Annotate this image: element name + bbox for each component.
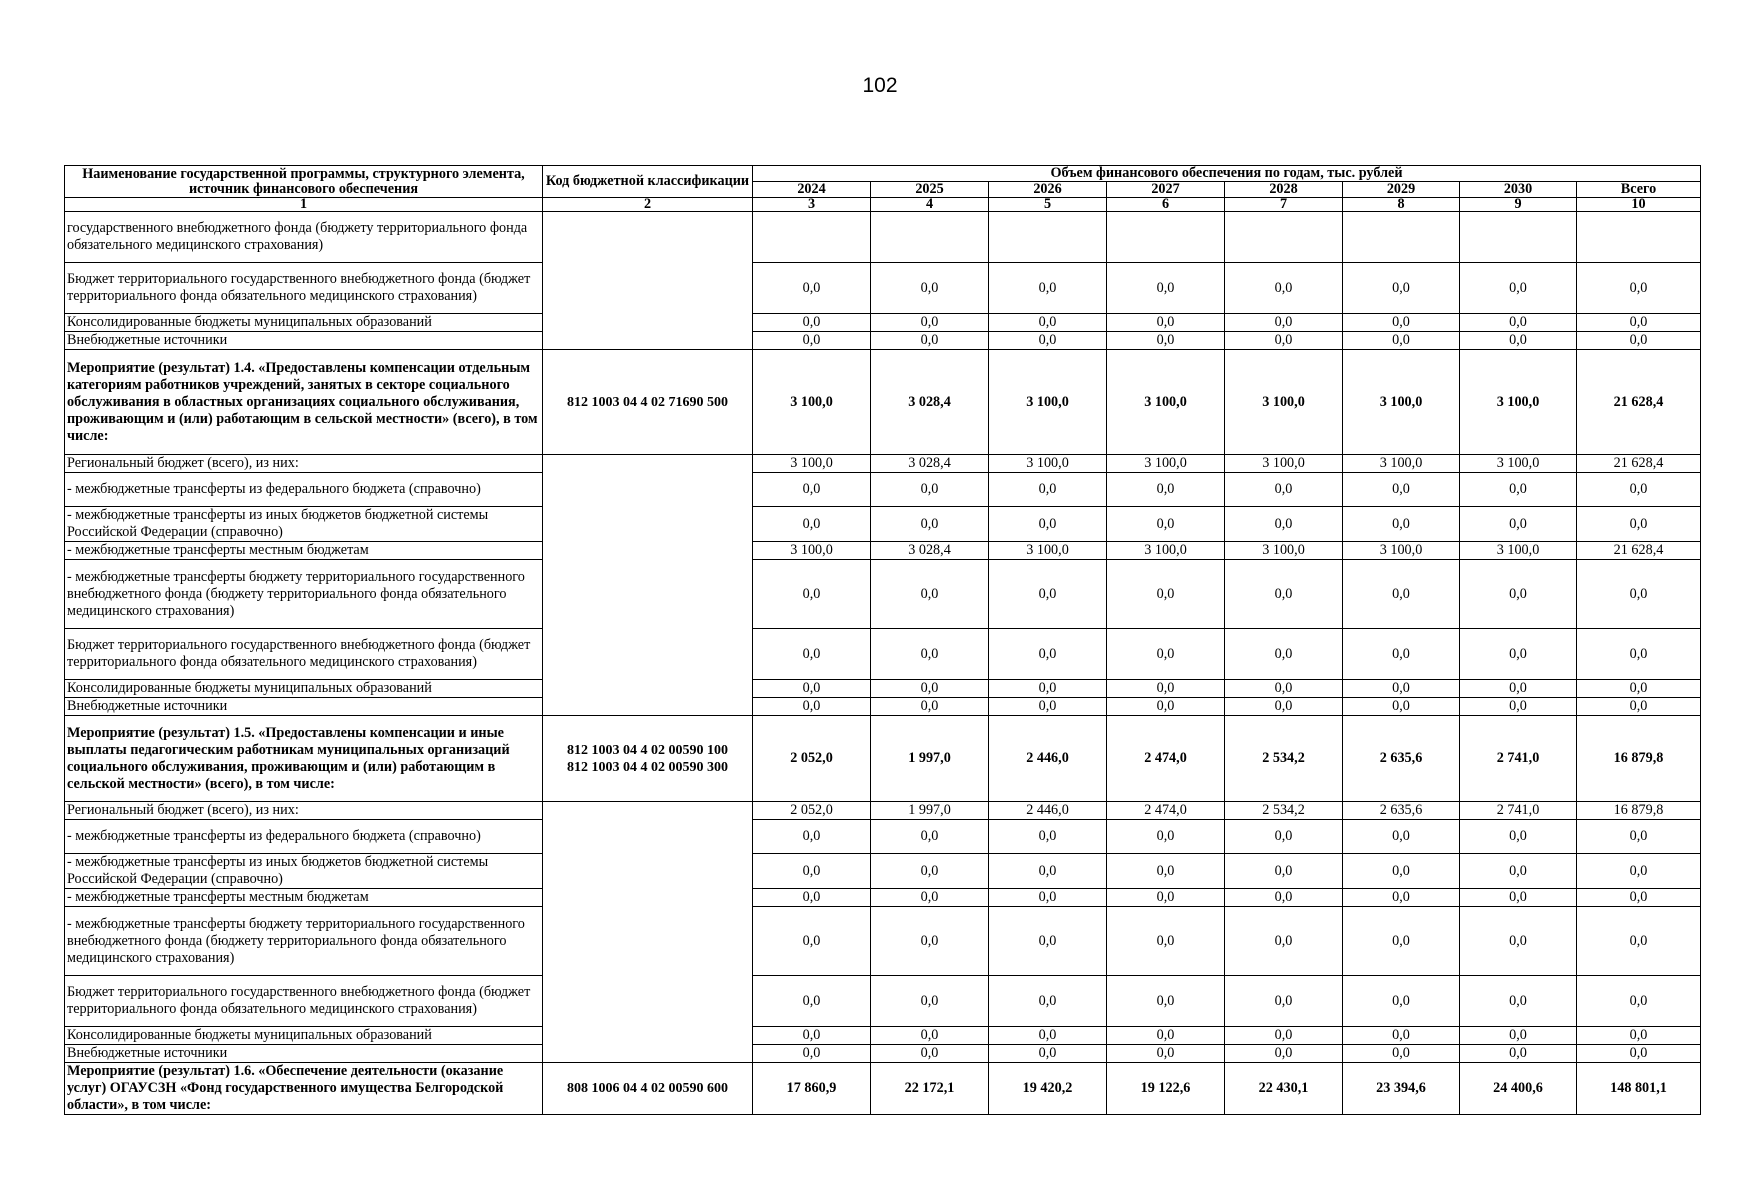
year-value-cell: 0,0 [1225,629,1343,680]
year-value-cell: 0,0 [1343,907,1460,976]
row-name-cell: - межбюджетные трансферты местным бюджетам [65,889,543,907]
year-value-cell: 0,0 [1107,820,1225,854]
table-row [65,212,1701,263]
table-row [65,507,1701,542]
year-value-cell: 0,0 [1225,698,1343,716]
year-value-cell: 0,0 [1460,473,1577,507]
year-value-cell: 0,0 [989,629,1107,680]
row-name-cell: Мероприятие (результат) 1.5. «Предоставлены компенсации и иные выплаты педагогическим работникам муниципальных организаций социального обслуживания, проживающим и (или) работающим в сельской местности» (всего), в том числе: [65,716,543,802]
table-row [65,542,1701,560]
year-value-cell: 0,0 [871,332,989,350]
table-row [65,976,1701,1027]
year-value-cell: 0,0 [1107,314,1225,332]
year-value-cell: 0,0 [1460,332,1577,350]
header-year: 2027 [1107,182,1225,198]
total-value-cell: 0,0 [1577,698,1701,716]
total-value-cell: 0,0 [1577,1027,1701,1045]
column-index: 4 [871,198,989,212]
year-value-cell: 0,0 [1343,889,1460,907]
year-value-cell: 0,0 [1225,507,1343,542]
table-row [65,314,1701,332]
column-index: 8 [1343,198,1460,212]
header-year: 2028 [1225,182,1343,198]
column-index: 6 [1107,198,1225,212]
year-value-cell: 0,0 [1343,680,1460,698]
year-value-cell: 1 997,0 [871,716,989,802]
year-value-cell: 3 100,0 [1225,455,1343,473]
year-value-cell: 0,0 [1107,560,1225,629]
row-name-cell: Внебюджетные источники [65,332,543,350]
year-value-cell: 0,0 [1460,698,1577,716]
total-value-cell: 21 628,4 [1577,350,1701,455]
year-value-cell [1460,212,1577,263]
year-value-cell: 0,0 [1225,889,1343,907]
year-value-cell: 0,0 [1460,820,1577,854]
year-value-cell: 0,0 [989,1027,1107,1045]
table-row [65,629,1701,680]
table-row [65,560,1701,629]
year-value-cell: 0,0 [1460,263,1577,314]
year-value-cell: 0,0 [1343,820,1460,854]
year-value-cell: 0,0 [989,976,1107,1027]
year-value-cell: 0,0 [1107,473,1225,507]
year-value-cell: 0,0 [753,507,871,542]
year-value-cell: 2 474,0 [1107,716,1225,802]
year-value-cell: 0,0 [989,263,1107,314]
row-name-cell: Внебюджетные источники [65,1045,543,1063]
table-row [65,802,1701,820]
table-row [65,332,1701,350]
row-name-cell: - межбюджетные трансферты из федерального бюджета (справочно) [65,473,543,507]
year-value-cell: 0,0 [989,314,1107,332]
year-value-cell: 0,0 [753,263,871,314]
year-value-cell: 0,0 [1343,314,1460,332]
year-value-cell: 0,0 [871,560,989,629]
year-value-cell: 0,0 [871,820,989,854]
table-row [65,680,1701,698]
column-index: 3 [753,198,871,212]
year-value-cell: 0,0 [989,698,1107,716]
year-value-cell: 0,0 [753,629,871,680]
table-row [65,698,1701,716]
year-value-cell: 3 100,0 [1460,455,1577,473]
year-value-cell: 0,0 [989,473,1107,507]
year-value-cell: 0,0 [871,629,989,680]
year-value-cell: 0,0 [871,473,989,507]
year-value-cell: 0,0 [753,1027,871,1045]
page-number: 102 [862,74,898,97]
year-value-cell: 0,0 [753,889,871,907]
table-row [65,907,1701,976]
row-name-cell: - межбюджетные трансферты из федерального бюджета (справочно) [65,820,543,854]
year-value-cell: 2 446,0 [989,802,1107,820]
year-value-cell: 0,0 [1343,1045,1460,1063]
year-value-cell: 0,0 [1107,263,1225,314]
year-value-cell: 3 100,0 [1343,542,1460,560]
year-value-cell: 0,0 [753,854,871,889]
row-name-cell: - межбюджетные трансферты местным бюджетам [65,542,543,560]
year-value-cell: 0,0 [1343,698,1460,716]
header-year: 2024 [753,182,871,198]
year-value-cell: 0,0 [753,680,871,698]
year-value-cell: 0,0 [1107,680,1225,698]
total-value-cell: 0,0 [1577,976,1701,1027]
table-row [65,889,1701,907]
year-value-cell: 22 172,1 [871,1063,989,1115]
year-value-cell: 0,0 [989,854,1107,889]
header-year: 2025 [871,182,989,198]
row-name-cell: государственного внебюджетного фонда (бюджету территориального фонда обязательного медицинского страхования) [65,212,543,263]
year-value-cell: 0,0 [989,560,1107,629]
table-row [65,455,1701,473]
year-value-cell: 0,0 [1460,907,1577,976]
year-value-cell: 0,0 [1460,1045,1577,1063]
year-value-cell: 0,0 [1107,854,1225,889]
year-value-cell: 3 028,4 [871,542,989,560]
column-index: 10 [1577,198,1701,212]
row-name-cell: Бюджет территориального государственного внебюджетного фонда (бюджет территориального фонда обязательного медицинского страхования) [65,629,543,680]
year-value-cell [1107,212,1225,263]
total-value-cell: 0,0 [1577,854,1701,889]
year-value-cell: 2 741,0 [1460,802,1577,820]
year-value-cell [1343,212,1460,263]
year-value-cell: 0,0 [1225,263,1343,314]
year-value-cell [871,212,989,263]
year-value-cell: 0,0 [1225,473,1343,507]
row-name-cell: Консолидированные бюджеты муниципальных образований [65,680,543,698]
year-value-cell [1225,212,1343,263]
year-value-cell: 0,0 [1107,889,1225,907]
row-name-cell: - межбюджетные трансферты из иных бюджетов бюджетной системы Российской Федерации (справочно) [65,507,543,542]
year-value-cell: 2 446,0 [989,716,1107,802]
table-row [65,473,1701,507]
year-value-cell: 2 635,6 [1343,716,1460,802]
total-value-cell: 21 628,4 [1577,455,1701,473]
year-value-cell: 0,0 [871,976,989,1027]
header-total: Всего [1577,182,1701,198]
header-year: 2026 [989,182,1107,198]
total-value-cell: 0,0 [1577,1045,1701,1063]
total-value-cell: 0,0 [1577,629,1701,680]
row-name-cell: - межбюджетные трансферты бюджету территориального государственного внебюджетного фонда (бюджету территориального фонда обязательного медицинского страхования) [65,560,543,629]
year-value-cell: 0,0 [753,907,871,976]
year-value-cell: 0,0 [1107,507,1225,542]
year-value-cell: 0,0 [1225,854,1343,889]
header-index-row [65,198,1701,212]
table-row [65,854,1701,889]
header-code: Код бюджетной классификации [543,166,753,198]
year-value-cell: 17 860,9 [753,1063,871,1115]
total-value-cell: 16 879,8 [1577,716,1701,802]
year-value-cell: 0,0 [989,1045,1107,1063]
year-value-cell: 3 100,0 [1460,542,1577,560]
year-value-cell: 0,0 [1343,629,1460,680]
year-value-cell: 0,0 [1225,560,1343,629]
header-year: 2030 [1460,182,1577,198]
year-value-cell: 1 997,0 [871,802,989,820]
financing-table-wrapper [64,165,1701,1115]
column-index: 5 [989,198,1107,212]
year-value-cell: 3 100,0 [989,455,1107,473]
year-value-cell: 2 534,2 [1225,802,1343,820]
total-value-cell: 0,0 [1577,263,1701,314]
header-name: Наименование государственной программы, структурного элемента, источник финансового обеспечения [65,166,543,198]
year-value-cell: 0,0 [1460,1027,1577,1045]
year-value-cell: 0,0 [753,1045,871,1063]
year-value-cell: 0,0 [1343,1027,1460,1045]
budget-code-cell: 812 1003 04 4 02 00590 100 812 1003 04 4 02 00590 300 [543,716,753,802]
row-name-cell: Бюджет территориального государственного внебюджетного фонда (бюджет территориального фонда обязательного медицинского страхования) [65,263,543,314]
year-value-cell: 0,0 [1225,820,1343,854]
budget-code-cell [543,212,753,350]
year-value-cell: 0,0 [871,263,989,314]
year-value-cell: 0,0 [1225,1045,1343,1063]
table-row-activity [65,1063,1701,1115]
year-value-cell: 3 100,0 [753,542,871,560]
year-value-cell: 0,0 [1343,507,1460,542]
row-name-cell: - межбюджетные трансферты из иных бюджетов бюджетной системы Российской Федерации (справочно) [65,854,543,889]
year-value-cell: 3 100,0 [1225,542,1343,560]
total-value-cell: 0,0 [1577,889,1701,907]
total-value-cell: 21 628,4 [1577,542,1701,560]
year-value-cell: 0,0 [871,907,989,976]
year-value-cell: 19 420,2 [989,1063,1107,1115]
table-row [65,1045,1701,1063]
year-value-cell: 0,0 [1343,560,1460,629]
total-value-cell: 148 801,1 [1577,1063,1701,1115]
total-value-cell [1577,212,1701,263]
year-value-cell: 0,0 [1107,332,1225,350]
year-value-cell: 0,0 [989,820,1107,854]
year-value-cell: 3 100,0 [1225,350,1343,455]
year-value-cell: 3 100,0 [1107,455,1225,473]
year-value-cell: 0,0 [753,820,871,854]
table-row-activity [65,350,1701,455]
year-value-cell: 0,0 [1460,560,1577,629]
year-value-cell: 0,0 [1460,629,1577,680]
total-value-cell: 16 879,8 [1577,802,1701,820]
year-value-cell: 0,0 [753,473,871,507]
year-value-cell: 0,0 [871,680,989,698]
year-value-cell: 0,0 [1107,1027,1225,1045]
year-value-cell: 3 028,4 [871,455,989,473]
year-value-cell: 3 100,0 [1343,455,1460,473]
year-value-cell: 0,0 [989,332,1107,350]
table-row [65,820,1701,854]
year-value-cell: 3 100,0 [1107,350,1225,455]
column-index: 1 [65,198,543,212]
year-value-cell: 0,0 [753,314,871,332]
year-value-cell: 0,0 [1107,1045,1225,1063]
budget-code-cell: 808 1006 04 4 02 00590 600 [543,1063,753,1115]
total-value-cell: 0,0 [1577,560,1701,629]
total-value-cell: 0,0 [1577,507,1701,542]
year-value-cell: 0,0 [1225,680,1343,698]
year-value-cell: 3 100,0 [989,542,1107,560]
year-value-cell: 23 394,6 [1343,1063,1460,1115]
year-value-cell: 0,0 [989,680,1107,698]
year-value-cell: 2 635,6 [1343,802,1460,820]
row-name-cell: Региональный бюджет (всего), из них: [65,455,543,473]
year-value-cell: 0,0 [753,560,871,629]
year-value-cell: 0,0 [871,889,989,907]
year-value-cell: 0,0 [753,332,871,350]
total-value-cell: 0,0 [1577,907,1701,976]
year-value-cell: 22 430,1 [1225,1063,1343,1115]
year-value-cell: 0,0 [1343,332,1460,350]
budget-code-cell: 812 1003 04 4 02 71690 500 [543,350,753,455]
year-value-cell: 0,0 [1343,263,1460,314]
row-name-cell: Бюджет территориального государственного внебюджетного фонда (бюджет территориального фонда обязательного медицинского страхования) [65,976,543,1027]
row-name-cell: Консолидированные бюджеты муниципальных образований [65,314,543,332]
year-value-cell: 0,0 [989,889,1107,907]
year-value-cell: 3 100,0 [1343,350,1460,455]
year-value-cell: 3 100,0 [989,350,1107,455]
year-value-cell: 0,0 [989,507,1107,542]
year-value-cell: 0,0 [1460,976,1577,1027]
header-group: Объем финансового обеспечения по годам, тыс. рублей [753,166,1701,182]
year-value-cell: 0,0 [1460,854,1577,889]
column-index: 2 [543,198,753,212]
year-value-cell: 0,0 [1343,473,1460,507]
year-value-cell: 0,0 [1343,854,1460,889]
year-value-cell: 19 122,6 [1107,1063,1225,1115]
year-value-cell [753,212,871,263]
total-value-cell: 0,0 [1577,314,1701,332]
total-value-cell: 0,0 [1577,680,1701,698]
header-row-1 [65,166,1701,182]
year-value-cell: 0,0 [753,698,871,716]
total-value-cell: 0,0 [1577,473,1701,507]
column-index: 9 [1460,198,1577,212]
year-value-cell: 0,0 [871,698,989,716]
year-value-cell: 3 100,0 [1107,542,1225,560]
year-value-cell: 2 741,0 [1460,716,1577,802]
year-value-cell: 3 100,0 [1460,350,1577,455]
year-value-cell: 0,0 [1225,314,1343,332]
year-value-cell: 0,0 [1107,907,1225,976]
year-value-cell: 0,0 [1460,889,1577,907]
year-value-cell: 0,0 [1460,507,1577,542]
row-name-cell: Мероприятие (результат) 1.6. «Обеспечение деятельности (оказание услуг) ОГАУСЗН «Фонд государственного имущества Белгородской области», в том числе: [65,1063,543,1115]
table-row-activity [65,716,1701,802]
year-value-cell [989,212,1107,263]
row-name-cell: Мероприятие (результат) 1.4. «Предоставлены компенсации отдельным категориям работников учреждений, занятых в секторе социального обслуживания в областных организациях социального обслуживания, проживающим и (или) работающим в сельской местности» (всего), в том числе: [65,350,543,455]
total-value-cell: 0,0 [1577,332,1701,350]
total-value-cell: 0,0 [1577,820,1701,854]
year-value-cell: 2 052,0 [753,716,871,802]
year-value-cell: 3 028,4 [871,350,989,455]
year-value-cell: 0,0 [871,1027,989,1045]
year-value-cell: 2 534,2 [1225,716,1343,802]
year-value-cell: 0,0 [871,507,989,542]
year-value-cell: 0,0 [871,314,989,332]
year-value-cell: 0,0 [871,854,989,889]
year-value-cell: 24 400,6 [1460,1063,1577,1115]
year-value-cell: 0,0 [1343,976,1460,1027]
year-value-cell: 2 474,0 [1107,802,1225,820]
table-row [65,1027,1701,1045]
year-value-cell: 0,0 [1225,1027,1343,1045]
year-value-cell: 0,0 [1107,976,1225,1027]
year-value-cell: 0,0 [1107,629,1225,680]
year-value-cell: 0,0 [871,1045,989,1063]
row-name-cell: - межбюджетные трансферты бюджету территориального государственного внебюджетного фонда (бюджету территориального фонда обязательного медицинского страхования) [65,907,543,976]
year-value-cell: 3 100,0 [753,350,871,455]
year-value-cell: 0,0 [1225,907,1343,976]
year-value-cell: 0,0 [1225,976,1343,1027]
year-value-cell: 3 100,0 [753,455,871,473]
table-row [65,263,1701,314]
table-body [65,212,1701,1115]
year-value-cell: 0,0 [1225,332,1343,350]
budget-code-cell [543,802,753,1063]
year-value-cell: 0,0 [1107,698,1225,716]
year-value-cell: 0,0 [1460,314,1577,332]
year-value-cell: 2 052,0 [753,802,871,820]
column-index: 7 [1225,198,1343,212]
row-name-cell: Консолидированные бюджеты муниципальных образований [65,1027,543,1045]
financing-table [64,165,1701,1115]
header-year: 2029 [1343,182,1460,198]
row-name-cell: Внебюджетные источники [65,698,543,716]
row-name-cell: Региональный бюджет (всего), из них: [65,802,543,820]
year-value-cell: 0,0 [753,976,871,1027]
budget-code-cell [543,455,753,716]
year-value-cell: 0,0 [989,907,1107,976]
year-value-cell: 0,0 [1460,680,1577,698]
